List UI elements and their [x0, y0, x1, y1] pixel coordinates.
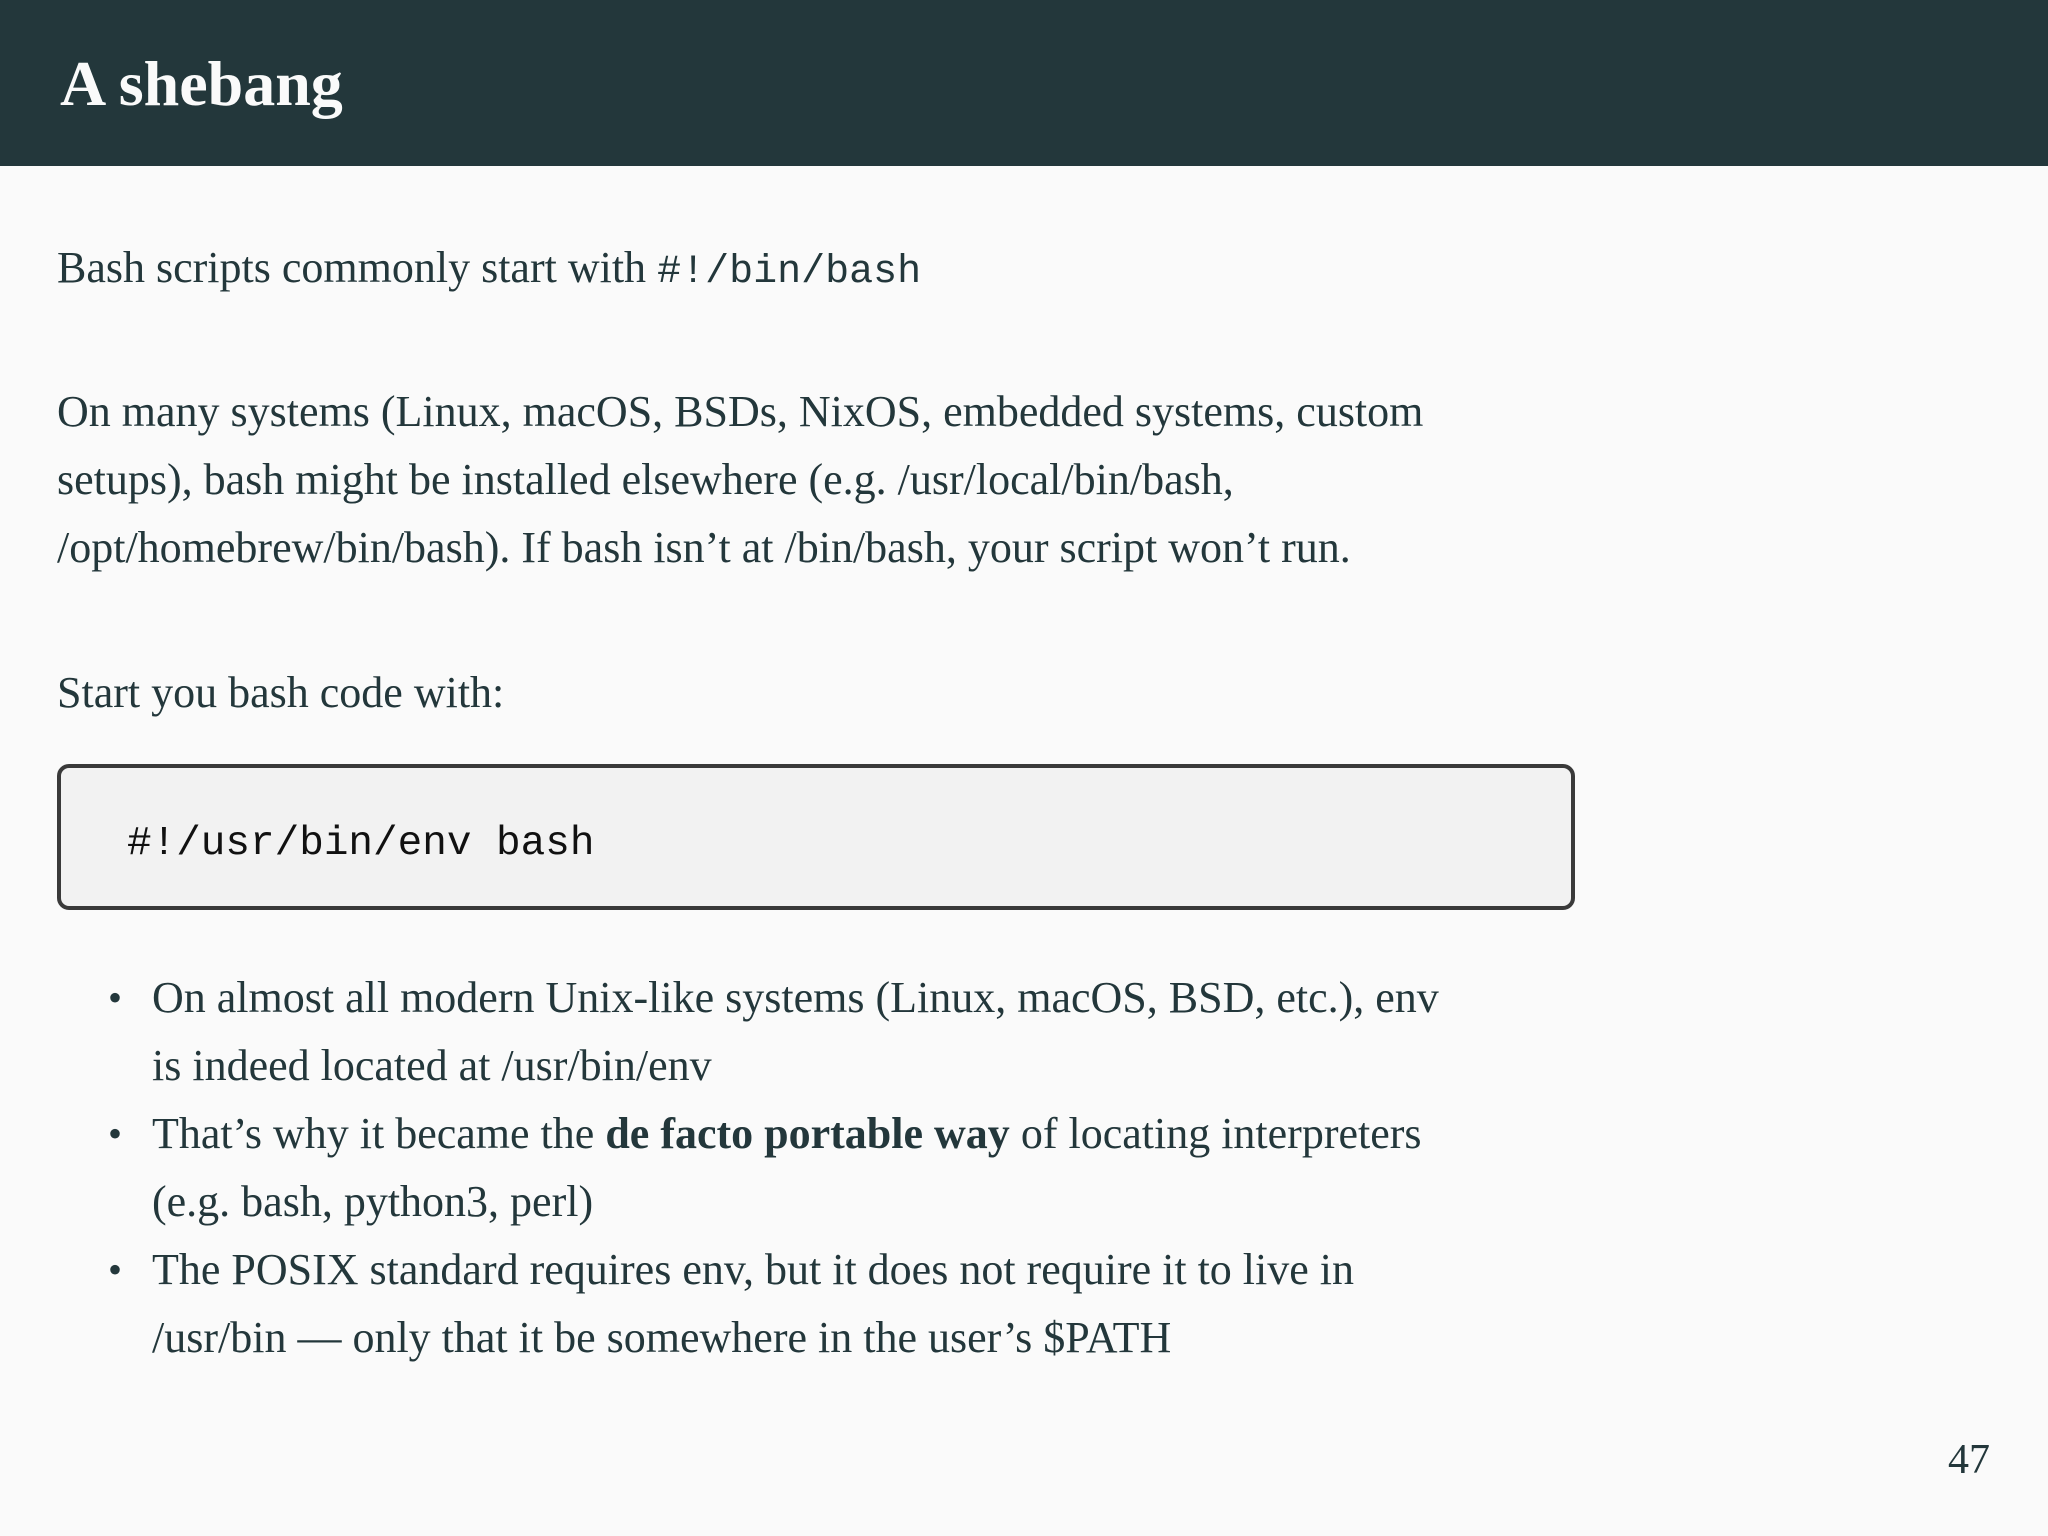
- bullet-2-pre: That’s why it became the: [152, 1109, 606, 1158]
- bullet-2-post: of locating interpreters: [1009, 1109, 1422, 1158]
- para3: Start you bash code with:: [57, 668, 505, 717]
- list-item: [108, 1236, 1439, 1372]
- bullet-2-line2: (e.g. bash, python3, perl): [152, 1177, 594, 1226]
- list-item: [108, 964, 1439, 1100]
- intro-paragraph: [57, 234, 921, 307]
- para2-line2: setups), bash might be installed elsewhere (e.g. /usr/local/bin/bash,: [57, 455, 1234, 504]
- list-item: [108, 1100, 1439, 1236]
- bullet-icon: •: [108, 1111, 123, 1156]
- para2-line3: /opt/homebrew/bin/bash). If bash isn’t at /bin/bash, your script won’t run.: [57, 523, 1351, 572]
- bullet-2-bold: de facto portable way: [605, 1109, 1010, 1158]
- bullet-2-line1: [152, 1100, 1439, 1168]
- page-number: 47: [1948, 1437, 1990, 1483]
- bullet-icon: •: [108, 1247, 123, 1292]
- slide-title: A shebang: [60, 48, 343, 119]
- bullet-3-line2: /usr/bin — only that it be somewhere in the user’s $PATH: [152, 1313, 1172, 1362]
- bullet-icon: •: [108, 975, 123, 1020]
- code-block-text: #!/usr/bin/env bash: [127, 821, 595, 867]
- intro-code: #!/bin/bash: [657, 250, 922, 295]
- para2-line1: On many systems (Linux, macOS, BSDs, NixOS, embedded systems, custom: [57, 387, 1424, 436]
- code-block: [57, 764, 1575, 910]
- bullet-1-line1: On almost all modern Unix-like systems (Linux, macOS, BSD, etc.), env: [152, 973, 1439, 1022]
- bullet-list: [108, 964, 1439, 1372]
- intro-text: Bash scripts commonly start with: [57, 243, 658, 292]
- bullet-1-line2: is indeed located at /usr/bin/env: [152, 1041, 712, 1090]
- title-bar: [0, 0, 2048, 166]
- bullet-3-line1: The POSIX standard requires env, but it does not require it to live in: [152, 1245, 1355, 1294]
